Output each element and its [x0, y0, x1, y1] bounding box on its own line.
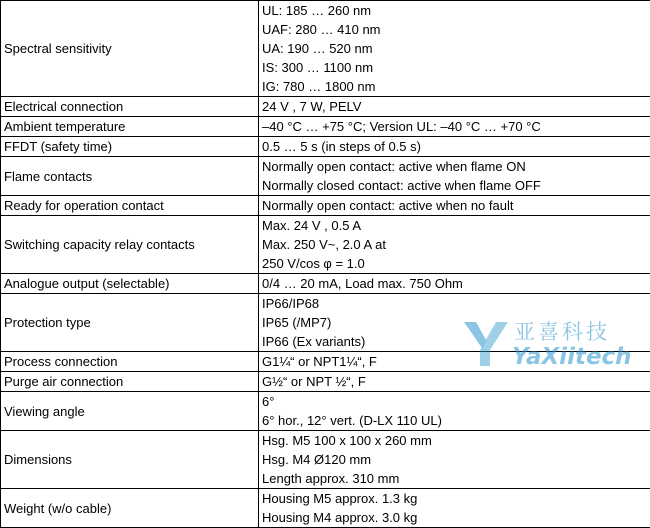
spec-value-line: 0.5 … 5 s (in steps of 0.5 s)	[262, 137, 650, 156]
spec-value-line: Max. 24 V , 0.5 A	[262, 216, 650, 235]
spec-row	[1, 372, 650, 392]
spec-label: Flame contacts	[1, 157, 259, 196]
spec-value-line: Normally open contact: active when flame ON	[262, 157, 650, 176]
spec-row	[1, 137, 650, 157]
spec-value	[259, 392, 650, 431]
spec-value-line: Hsg. M4 Ø120 mm	[262, 450, 650, 469]
spec-value	[259, 489, 650, 528]
spec-value	[259, 97, 650, 117]
spec-value-line: Max. 250 V~, 2.0 A at	[262, 235, 650, 254]
spec-value-line: 24 V , 7 W, PELV	[262, 97, 650, 116]
spec-row	[1, 274, 650, 294]
spec-value-line: Normally open contact: active when no fault	[262, 196, 650, 215]
spec-label: Ready for operation contact	[1, 196, 259, 216]
spec-row	[1, 392, 650, 431]
watermark-english-text: YaXiitech	[512, 344, 632, 370]
spec-value-line: 6° hor., 12° vert. (D-LX 110 UL)	[262, 411, 650, 430]
spec-row	[1, 352, 650, 372]
spec-row	[1, 117, 650, 137]
spec-row	[1, 157, 650, 196]
spec-value-line: IP66/IP68	[262, 294, 650, 313]
spec-value-line: IP66 (Ex variants)	[262, 332, 650, 351]
spec-label: Spectral sensitivity	[1, 1, 259, 97]
spec-value	[259, 216, 650, 274]
spec-label: Purge air connection	[1, 372, 259, 392]
spec-label: Protection type	[1, 294, 259, 352]
spec-value-line: UL: 185 … 260 nm	[262, 1, 650, 20]
spec-value-line: 6°	[262, 392, 650, 411]
spec-row	[1, 196, 650, 216]
spec-label: Ambient temperature	[1, 117, 259, 137]
spec-value	[259, 352, 650, 372]
spec-value	[259, 372, 650, 392]
spec-value	[259, 157, 650, 196]
spec-label: FFDT (safety time)	[1, 137, 259, 157]
spec-label: Analogue output (selectable)	[1, 274, 259, 294]
spec-row	[1, 97, 650, 117]
spec-value	[259, 431, 650, 489]
spec-value-line: IS: 300 … 1100 nm	[262, 58, 650, 77]
watermark-chinese-text: 亚喜科技	[514, 316, 610, 346]
spec-value-line: IG: 780 … 1800 nm	[262, 77, 650, 96]
specification-table-body	[1, 1, 650, 528]
spec-label: Viewing angle	[1, 392, 259, 431]
spec-value-line: 250 V/cos φ = 1.0	[262, 254, 650, 273]
spec-value-line: 0/4 … 20 mA, Load max. 750 Ohm	[262, 274, 650, 293]
spec-value	[259, 274, 650, 294]
spec-value	[259, 1, 650, 97]
spec-value	[259, 137, 650, 157]
spec-value-line: IP65 (/MP7)	[262, 313, 650, 332]
spec-value-line: G½“ or NPT ½“, F	[262, 372, 650, 391]
spec-label: Weight (w/o cable)	[1, 489, 259, 528]
spec-value-line: G1¼“ or NPT1¼“, F	[262, 352, 650, 371]
spec-value-line: UAF: 280 … 410 nm	[262, 20, 650, 39]
spec-value-line: –40 °C … +75 °C; Version UL: –40 °C … +70 °C	[262, 117, 650, 136]
spec-value-line: Normally closed contact: active when flame OFF	[262, 176, 650, 195]
spec-value-line: Hsg. M5 100 x 100 x 260 mm	[262, 431, 650, 450]
spec-row	[1, 431, 650, 489]
spec-value-line: Length approx. 310 mm	[262, 469, 650, 488]
spec-row	[1, 489, 650, 528]
spec-row	[1, 216, 650, 274]
spec-value-line: Housing M4 approx. 3.0 kg	[262, 508, 650, 527]
spec-label: Process connection	[1, 352, 259, 372]
spec-value	[259, 117, 650, 137]
spec-value-line: UA: 190 … 520 nm	[262, 39, 650, 58]
spec-value	[259, 294, 650, 352]
spec-value-line: Housing M5 approx. 1.3 kg	[262, 489, 650, 508]
spec-row	[1, 1, 650, 97]
spec-label: Dimensions	[1, 431, 259, 489]
spec-value	[259, 196, 650, 216]
spec-label: Switching capacity relay contacts	[1, 216, 259, 274]
spec-label: Electrical connection	[1, 97, 259, 117]
spec-row	[1, 294, 650, 352]
